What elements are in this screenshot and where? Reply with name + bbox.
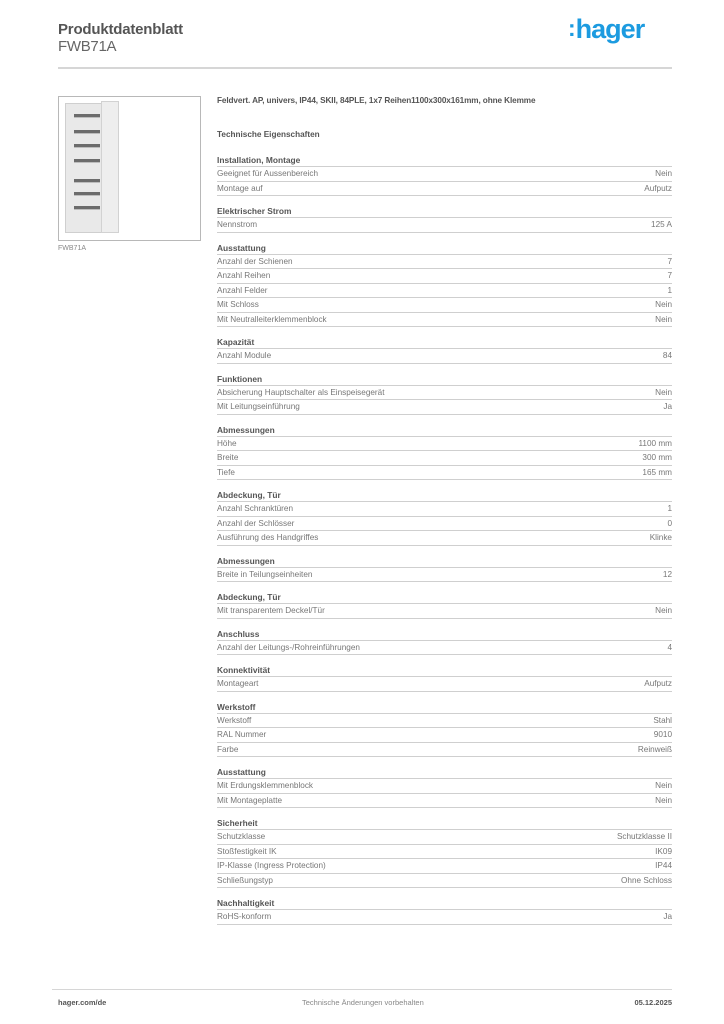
spec-label: Farbe	[217, 744, 239, 754]
spec-value: 125 A	[651, 220, 672, 229]
spec-label: Geeignet für Aussenbereich	[217, 169, 319, 178]
spec-row	[217, 502, 672, 517]
spec-row	[217, 437, 672, 452]
spec-row	[217, 167, 672, 182]
spec-label: Ausführung des Handgriffes	[217, 533, 319, 542]
spec-row	[217, 714, 672, 729]
section-title: Werkstoff	[217, 701, 672, 714]
footer-website: hager.com/de	[58, 998, 107, 1007]
spec-label: Mit Leitungseinführung	[217, 402, 300, 411]
spec-label: Breite in Teilungseinheiten	[217, 569, 313, 579]
spec-value: Ja	[663, 912, 672, 921]
spec-label: Mit transparentem Deckel/Tür	[217, 606, 325, 615]
rail-slot	[74, 192, 100, 196]
spec-label: Anzahl Felder	[217, 285, 268, 295]
spec-label: Mit Erdungsklemmenblock	[217, 781, 314, 790]
spec-label: Montageart	[217, 679, 259, 688]
spec-row	[217, 269, 672, 284]
spec-row	[217, 743, 672, 758]
page-title: Produktdatenblatt	[58, 21, 183, 38]
spec-section	[217, 373, 672, 415]
spec-value: Stahl	[653, 715, 672, 725]
specs-heading: Technische Eigenschaften	[217, 130, 320, 139]
spec-section	[217, 664, 672, 692]
spec-row	[217, 400, 672, 415]
product-description: Feldvert. AP, univers, IP44, SKII, 84PLE, 1x7 Reihen1100x300x161mm, ohne Klemme	[217, 96, 536, 105]
spec-section	[217, 154, 672, 196]
spec-row	[217, 910, 672, 925]
spec-value: Nein	[655, 795, 672, 805]
spec-row	[217, 466, 672, 481]
footer-notice: Technische Änderungen vorbehalten	[302, 998, 424, 1007]
rail-slot	[74, 114, 100, 118]
spec-value: Nein	[655, 387, 672, 397]
spec-section	[217, 424, 672, 481]
section-title: Abdeckung, Tür	[217, 591, 672, 604]
spec-label: Tiefe	[217, 467, 235, 477]
section-title: Konnektivität	[217, 664, 672, 677]
spec-label: Anzahl Reihen	[217, 271, 271, 280]
spec-label: Anzahl der Schienen	[217, 256, 293, 266]
spec-label: Schließungstyp	[217, 875, 273, 885]
logo-colon: :	[568, 15, 575, 41]
spec-row	[217, 255, 672, 270]
spec-label: RAL Nummer	[217, 730, 267, 739]
spec-value: Ohne Schloss	[621, 875, 672, 885]
spec-value: 84	[662, 351, 672, 360]
spec-label: Anzahl der Leitungs-/Rohreinführungen	[217, 642, 360, 652]
spec-value: Reinweiß	[637, 744, 672, 754]
spec-value: Schutzklasse II	[616, 832, 672, 841]
spec-row	[217, 728, 672, 743]
spec-value: 0	[667, 518, 672, 528]
section-title: Sicherheit	[217, 817, 672, 830]
rail-slot	[74, 206, 100, 210]
spec-section	[217, 766, 672, 808]
spec-row	[217, 604, 672, 619]
spec-section	[217, 242, 672, 328]
spec-value: Nein	[655, 314, 672, 324]
spec-label: Höhe	[217, 438, 237, 448]
section-title: Nachhaltigkeit	[217, 897, 672, 910]
spec-value: Ja	[663, 402, 672, 411]
spec-label: IP-Klasse (Ingress Protection)	[217, 861, 326, 870]
spec-value: 4	[667, 642, 672, 652]
image-caption: FWB71A	[58, 245, 87, 252]
spec-label: Absicherung Hauptschalter als Einspeisegerät	[217, 387, 385, 397]
spec-row	[217, 641, 672, 656]
rail-slot	[74, 130, 100, 134]
spec-label: Breite	[217, 453, 239, 462]
section-title: Ausstattung	[217, 242, 672, 255]
spec-value: 12	[662, 569, 672, 579]
spec-value: 300 mm	[642, 453, 672, 462]
spec-row	[217, 677, 672, 692]
spec-row	[217, 874, 672, 889]
spec-row	[217, 298, 672, 313]
spec-label: Mit Neutralleiterklemmenblock	[217, 314, 327, 324]
spec-value: 9010	[653, 730, 672, 739]
spec-value: Nein	[655, 300, 672, 309]
section-title: Anschluss	[217, 628, 672, 641]
spec-label: Anzahl Schranktüren	[217, 504, 294, 513]
spec-section	[217, 205, 672, 233]
spec-section	[217, 701, 672, 758]
spec-row	[217, 794, 672, 809]
section-title: Funktionen	[217, 373, 672, 386]
spec-label: Schutzklasse	[217, 832, 266, 841]
spec-row	[217, 284, 672, 299]
section-title: Kapazität	[217, 336, 672, 349]
section-title: Abmessungen	[217, 555, 672, 568]
spec-section	[217, 628, 672, 656]
spec-label: Montage auf	[217, 183, 263, 193]
spec-value: Klinke	[649, 533, 672, 542]
spec-value: 165 mm	[642, 467, 672, 477]
spec-row	[217, 830, 672, 845]
distribution-cabinet-image-icon	[58, 96, 201, 241]
spec-section	[217, 897, 672, 925]
cabinet-door	[101, 101, 119, 233]
spec-row	[217, 859, 672, 874]
spec-row	[217, 451, 672, 466]
section-title: Abmessungen	[217, 424, 672, 437]
logo-text: hager	[575, 14, 645, 44]
spec-section	[217, 555, 672, 583]
spec-label: Mit Schloss	[217, 300, 259, 309]
spec-row	[217, 531, 672, 546]
spec-label: Anzahl Module	[217, 351, 272, 360]
spec-row	[217, 779, 672, 794]
header-divider	[58, 67, 672, 69]
product-code: FWB71A	[58, 38, 117, 55]
spec-value: 1	[667, 504, 672, 513]
spec-label: Stoßfestigkeit IK	[217, 846, 277, 856]
spec-row	[217, 218, 672, 233]
spec-value: 1100 mm	[638, 438, 672, 448]
spec-row	[217, 182, 672, 197]
section-title: Ausstattung	[217, 766, 672, 779]
footer-date: 05.12.2025	[634, 998, 672, 1007]
spec-value: 7	[667, 271, 672, 280]
spec-row	[217, 386, 672, 401]
spec-value: Nein	[655, 606, 672, 615]
section-title: Elektrischer Strom	[217, 205, 672, 218]
spec-value: Aufputz	[644, 679, 672, 688]
rail-slot	[74, 179, 100, 183]
spec-label: RoHS-konform	[217, 912, 272, 921]
spec-row	[217, 517, 672, 532]
spec-section	[217, 817, 672, 888]
spec-label: Werkstoff	[217, 715, 252, 725]
specs-table	[217, 154, 672, 934]
spec-value: IK09	[655, 846, 672, 856]
spec-label: Mit Montageplatte	[217, 795, 283, 805]
spec-row	[217, 568, 672, 583]
spec-value: Nein	[655, 781, 672, 790]
spec-section	[217, 336, 672, 364]
footer-divider	[52, 989, 672, 990]
spec-value: IP44	[655, 861, 672, 870]
spec-value: Nein	[655, 169, 672, 178]
cabinet-body	[65, 103, 103, 233]
spec-value: Aufputz	[644, 183, 672, 193]
spec-value: 7	[667, 256, 672, 266]
hager-logo	[568, 14, 644, 45]
section-title: Installation, Montage	[217, 154, 672, 167]
spec-value: 1	[667, 285, 672, 295]
rail-slot	[74, 159, 100, 163]
rail-slot	[74, 144, 100, 148]
spec-label: Anzahl der Schlösser	[217, 518, 295, 528]
spec-label: Nennstrom	[217, 220, 258, 229]
spec-section	[217, 489, 672, 546]
spec-row	[217, 313, 672, 328]
section-title: Abdeckung, Tür	[217, 489, 672, 502]
spec-row	[217, 349, 672, 364]
spec-row	[217, 845, 672, 860]
spec-section	[217, 591, 672, 619]
